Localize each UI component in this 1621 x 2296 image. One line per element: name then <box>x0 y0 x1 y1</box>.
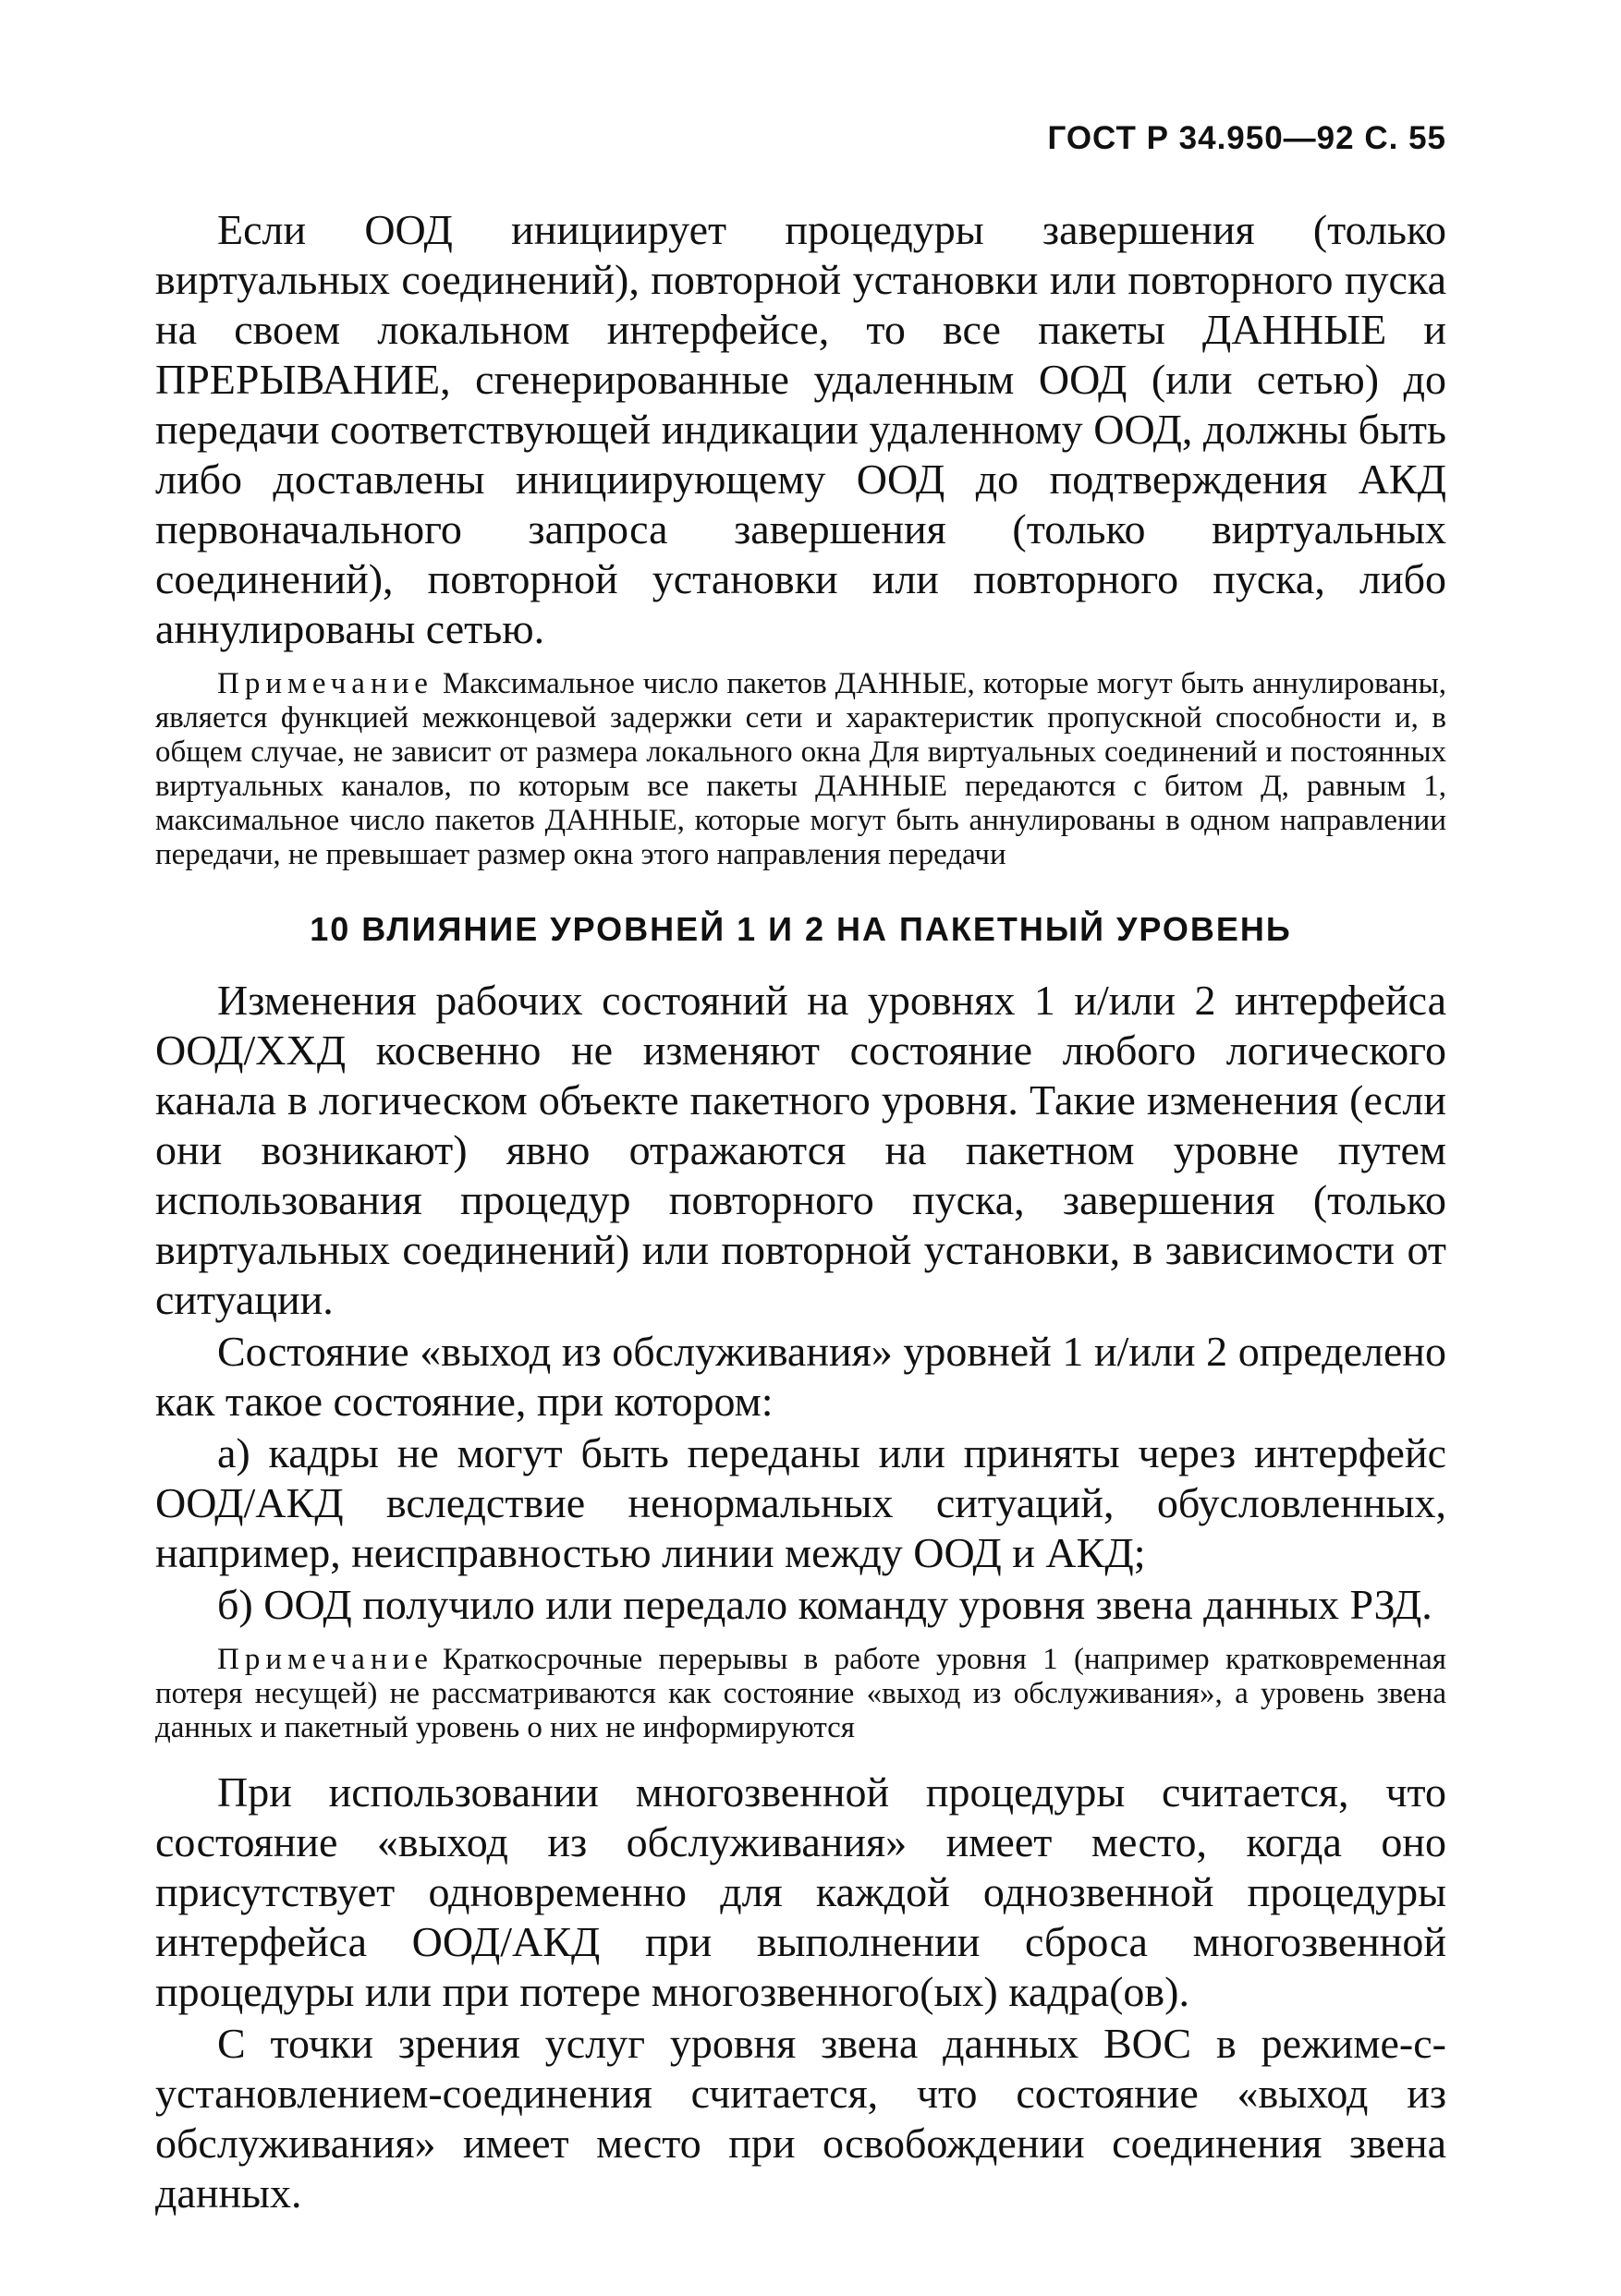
paragraph-osi-data-link-service: С точки зрения услуг уровня звена данных ВОС в режиме-с-установлением-соединения считается, что состояние «выход из обслуживания» имеет место при освобождении соединения звена данных. <box>155 2020 1446 2217</box>
note-label: Примечание <box>217 667 433 700</box>
paragraph-termination-procedures: Если ООД инициирует процедуры завершения (только виртуальных соединений), повторной установки или повторного пуска на своем локальном интерфейсе, то все пакеты ДАННЫЕ и ПРЕРЫВАНИЕ, сгенерированные удаленным ООД (или сетью) до передачи соответствующей индикации удаленному ООД, должны быть либо доставлены инициирующему ООД до подтверждения АКД первоначального запроса завершения (только виртуальных соединений), повторной установки или повторного пуска, либо аннулированы сетью. <box>155 206 1446 652</box>
paragraph-out-of-service-definition: Состояние «выход из обслуживания» уровней 1 и/или 2 определено как такое состояние, при котором: <box>155 1328 1446 1425</box>
list-item-a: а) кадры не могут быть переданы или приняты через интерфейс ООД/АКД вследствие ненормальных ситуаций, обусловленных, например, неисправностью линии между ООД и АКД; <box>155 1429 1446 1576</box>
list-item-b: б) ООД получило или передало команду уровня звена данных РЗД. <box>217 1581 1432 1628</box>
running-header: ГОСТ Р 34.950—92 С. 55 <box>1047 120 1446 156</box>
paragraph-multilink-procedure: При использовании многозвенной процедуры считается, что состояние «выход из обслуживания» имеет место, когда оно присутствует одновременно для каждой однозвенной процедуры интерфейса ООД/АКД при выполнении сброса многозвенной процедуры или при потере многозвенного(ых) кадра(ов). <box>155 1768 1446 2015</box>
page-body <box>155 205 1446 2218</box>
note-discarded-packets <box>155 667 1446 872</box>
section-heading: 10 ВЛИЯНИЕ УРОВНЕЙ 1 И 2 НА ПАКЕТНЫЙ УРОВЕНЬ <box>310 910 1292 948</box>
note-label: Примечание <box>217 1643 433 1676</box>
note-text: Максимальное число пакетов ДАННЫЕ, которые могут быть аннулированы, является функцией межконцевой задержки сети и характеристик пропускной способности и, в общем случае, не зависит от размера локального окна Для виртуальных соединений и постоянных виртуальных каналов, по которым все пакеты ДАННЫЕ передаются с битом Д, равным 1, максимальное число пакетов ДАННЫЕ, которые могут быть аннулированы в одном направлении передачи, не превышает размер окна этого направления передачи <box>155 667 1446 871</box>
note-short-interruptions <box>155 1643 1446 1745</box>
note-text: Краткосрочные перерывы в работе уровня 1 (например кратковременная потеря несущей) не рассматриваются как состояние «выход из обслуживания», а уровень звена данных и пакетный уровень о них не информируются <box>155 1643 1446 1744</box>
paragraph-state-changes: Изменения рабочих состояний на уровнях 1 и/или 2 интерфейса ООД/ХХД косвенно не изменяют состояние любого логического канала в логическом объекте пакетного уровня. Такие изменения (если они возникают) явно отражаются на пакетном уровне путем использования процедур повторного пуска, завершения (только виртуальных соединений) или повторной установки, в зависимости от ситуации. <box>155 977 1446 1323</box>
